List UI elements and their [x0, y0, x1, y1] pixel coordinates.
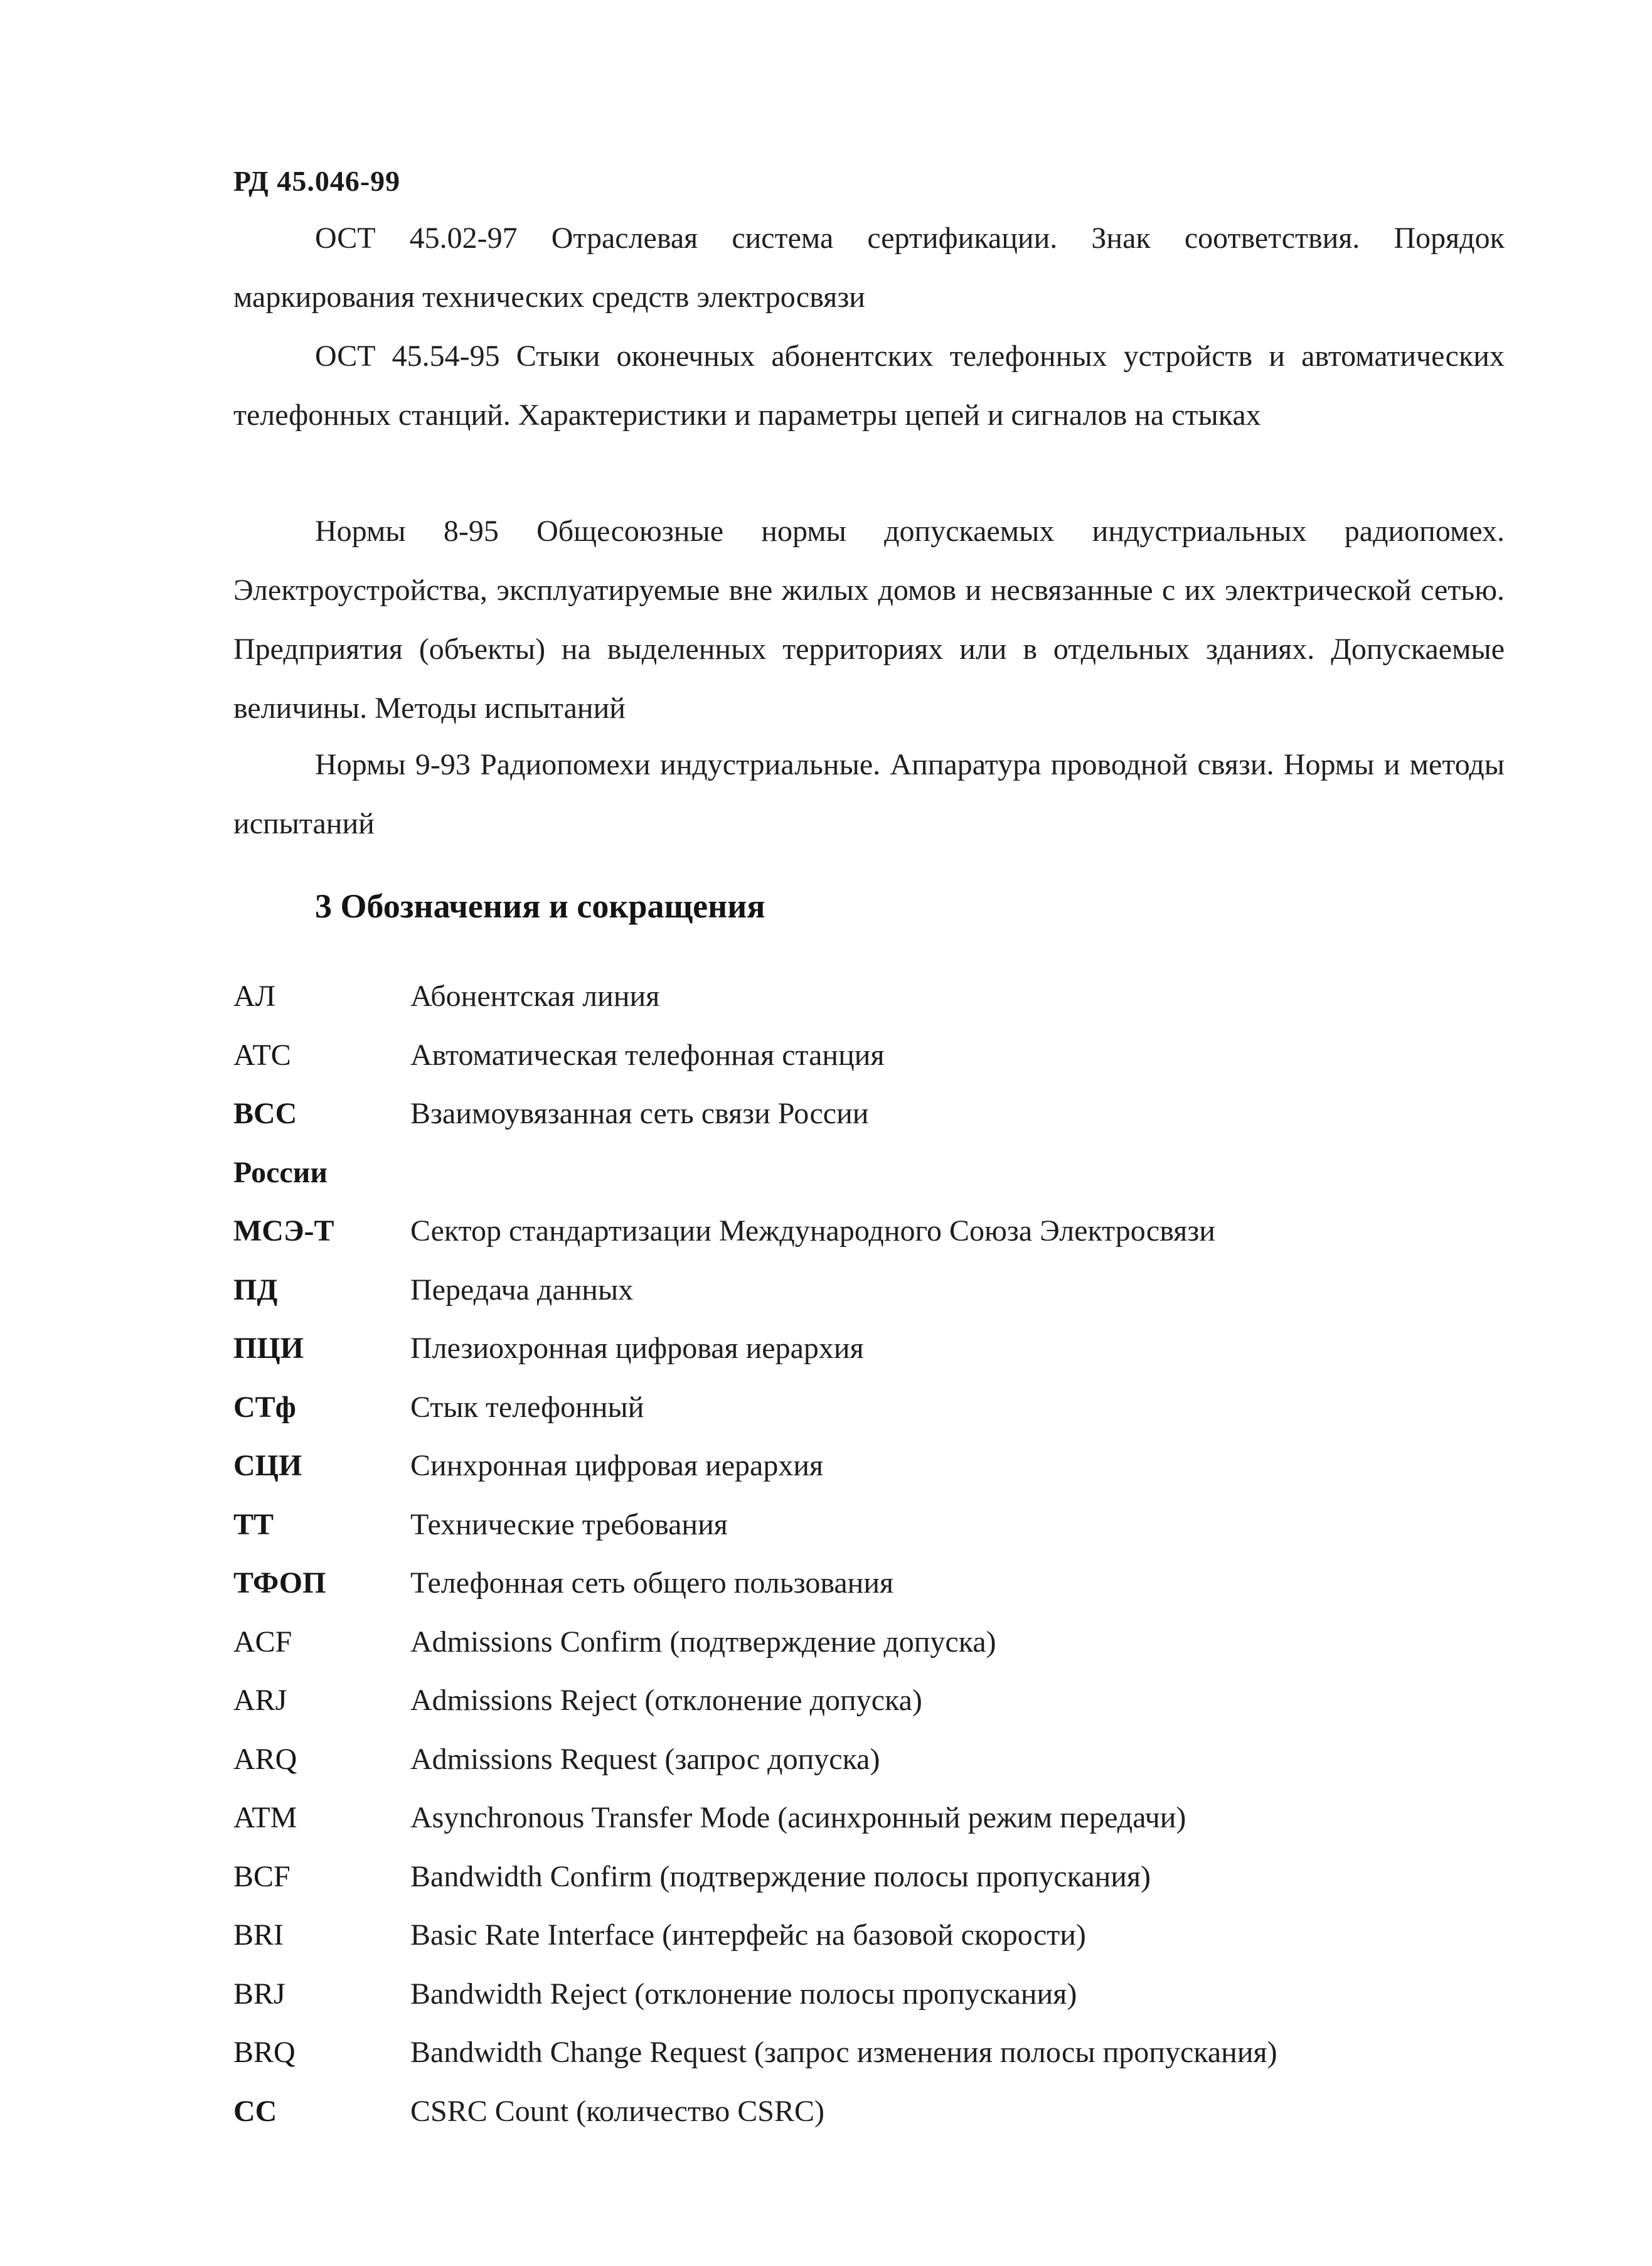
abbreviation-row [233, 1859, 1551, 1918]
abbreviation-code: ПЦИ [233, 1332, 304, 1365]
abbreviation-definition: Admissions Reject (отклонение допуска) [410, 1684, 922, 1717]
abbreviation-code: ATM [233, 1801, 297, 1834]
abbreviation-code: ТТ [233, 1507, 274, 1541]
abbreviation-definition: Bandwidth Change Request (запрос изменения полосы пропускания) [410, 2036, 1277, 2069]
abbreviation-row [233, 1800, 1551, 1859]
abbreviation-code: СЦИ [233, 1449, 302, 1482]
abbreviation-code: АТС [233, 1038, 291, 1072]
abbreviation-definition: Bandwidth Reject (отклонение полосы пропускания) [410, 1977, 1077, 2011]
abbreviation-code: CC [233, 2094, 277, 2128]
abbreviation-row [233, 1625, 1551, 1684]
abbreviation-row [233, 1155, 1551, 1214]
abbreviation-row [233, 1683, 1551, 1742]
abbreviation-code: BCF [233, 1859, 290, 1893]
abbreviation-code: АЛ [233, 980, 276, 1013]
abbreviation-definition: Asynchronous Transfer Mode (асинхронный режим передачи) [410, 1801, 1186, 1834]
abbreviation-definition: Basic Rate Interface (интерфейс на базовой скорости) [410, 1918, 1086, 1952]
abbreviation-code: ARQ [233, 1742, 297, 1776]
abbreviation-definition: Технические требования [410, 1507, 728, 1541]
abbreviation-row [233, 1096, 1551, 1155]
abbreviation-code: ТФОП [233, 1566, 326, 1600]
abbreviation-definition: Admissions Confirm (подтверждение допуска) [410, 1625, 996, 1659]
abbreviation-list [233, 979, 1551, 2152]
reference-ost-45-02-97: ОСТ 45.02-97 Отраслевая система сертификации. Знак соответствия. Порядок маркирования технических средств электросвязи [233, 222, 1505, 314]
abbreviation-row [233, 1918, 1551, 1977]
abbreviation-definition: Телефонная сеть общего пользования [410, 1566, 894, 1600]
abbreviation-definition: Взаимоувязанная сеть связи России [410, 1097, 869, 1130]
abbreviation-row [233, 1742, 1551, 1801]
abbreviation-definition: CSRC Count (количество CSRC) [410, 2094, 824, 2128]
reference-norms-9-93: Нормы 9-93 Радиопомехи индустриальные. Аппаратура проводной связи. Нормы и методы испытаний [233, 748, 1505, 840]
abbreviation-row [233, 1566, 1551, 1625]
abbreviation-code: ВСС [233, 1097, 297, 1130]
abbreviation-row [233, 2094, 1551, 2153]
abbreviation-definition: Передача данных [410, 1273, 634, 1307]
abbreviation-definition: Плезиохронная цифровая иерархия [410, 1332, 864, 1365]
abbreviation-row [233, 1331, 1551, 1390]
abbreviation-code: BRQ [233, 2036, 296, 2069]
abbreviation-code: ARJ [233, 1684, 287, 1717]
abbreviation-definition: Стык телефонный [410, 1390, 644, 1424]
abbreviation-definition: Сектор стандартизации Международного Союза Электросвязи [410, 1214, 1215, 1248]
abbreviation-row [233, 1507, 1551, 1566]
abbreviation-definition: Абонентская линия [410, 980, 660, 1013]
document-code-header: РД 45.046-99 [233, 165, 401, 197]
reference-norms-8-95: Нормы 8-95 Общесоюзные нормы допускаемых индустриальных радиопомех. Электроустройства, эксплуатируемые вне жилых домов и несвязанные с их электрической сетью. Предприятия (объекты) на выделенных территориях или в отдельных зданиях. Допускаемые величины. Методы испытаний [233, 515, 1505, 725]
abbreviation-code: СТф [233, 1390, 296, 1424]
abbreviation-definition: Bandwidth Confirm (подтверждение полосы пропускания) [410, 1859, 1151, 1893]
abbreviation-code: ПД [233, 1273, 278, 1307]
abbreviation-code: России [233, 1155, 328, 1189]
abbreviation-definition: Автоматическая телефонная станция [410, 1038, 885, 1072]
abbreviation-row [233, 1214, 1551, 1273]
abbreviation-row [233, 2035, 1551, 2094]
section-title: 3 Обозначения и сокращения [315, 887, 765, 925]
abbreviation-row [233, 979, 1551, 1038]
abbreviation-code: ACF [233, 1625, 292, 1659]
abbreviation-definition: Admissions Request (запрос допуска) [410, 1742, 880, 1776]
abbreviation-row [233, 1977, 1551, 2036]
abbreviation-row [233, 1038, 1551, 1097]
abbreviation-row [233, 1273, 1551, 1332]
abbreviation-code: BRJ [233, 1977, 285, 2011]
abbreviation-code: МСЭ-Т [233, 1214, 334, 1248]
abbreviation-row [233, 1390, 1551, 1449]
reference-ost-45-54-95: ОСТ 45.54-95 Стыки оконечных абонентских телефонных устройств и автоматических телефонных станций. Характеристики и параметры цепей и сигналов на стыках [233, 339, 1505, 432]
abbreviation-definition: Синхронная цифровая иерархия [410, 1449, 824, 1482]
abbreviation-row [233, 1448, 1551, 1507]
abbreviation-code: BRI [233, 1918, 284, 1952]
